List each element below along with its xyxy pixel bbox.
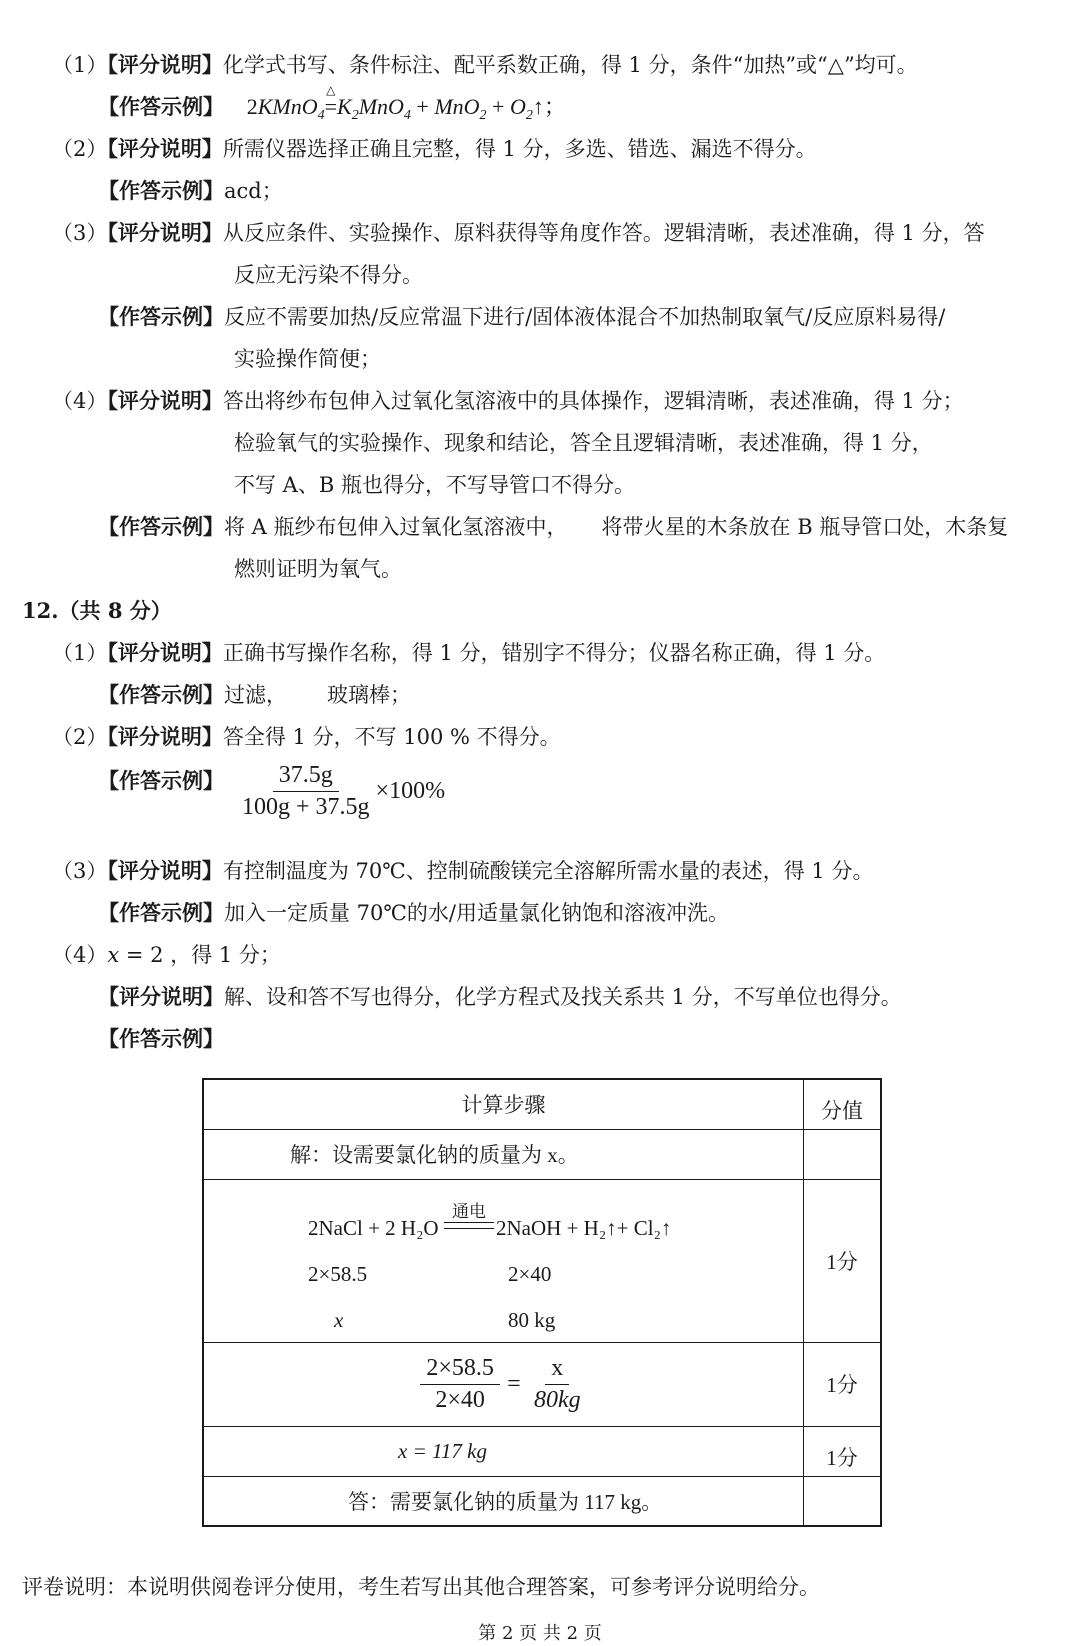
label-example: 【作答示例】 <box>98 514 224 539</box>
label-example: 【作答示例】 <box>98 768 224 793</box>
row-solve: 解：设需要氯化钠的质量为 x。 <box>203 1129 804 1179</box>
table-row <box>203 1179 881 1342</box>
q11-p4-number: （4） <box>52 389 108 413</box>
label-explain: 【评分说明】 <box>107 136 223 161</box>
equation-right: 2NaOH + H₂↑+ Cl₂↑ <box>496 1215 672 1240</box>
q11-p3-example: 反应不需要加热/反应常温下进行/固体液体混合不加热制取氧气/反应原料易得/ <box>224 305 946 329</box>
page-footer: 第 2 页 共 2 页 <box>478 1623 602 1644</box>
label-explain: 【评分说明】 <box>107 52 223 77</box>
heat-condition: △ <box>326 83 336 97</box>
label-example: 【作答示例】 <box>98 682 224 707</box>
fraction-denominator: 100g + 37.5g <box>242 794 370 820</box>
q12-p1-explain: 正确书写操作名称，得 1 分，错别字不得分；仪器名称正确，得 1 分。 <box>222 641 886 665</box>
q12-p3-example-line <box>98 898 729 928</box>
q11-p3-number: （3） <box>52 221 108 245</box>
q11-p4-example-cont: 燃则证明为氧气。 <box>234 557 402 581</box>
label-explain: 【评分说明】 <box>98 984 224 1009</box>
header-step: 计算步骤 <box>203 1079 804 1129</box>
label-example: 【作答示例】 <box>98 304 224 329</box>
score-empty <box>804 1476 882 1526</box>
label-explain: 【评分说明】 <box>107 220 223 245</box>
q11-p2-explain: 所需仪器选择正确且完整，得 1 分，多选、错选、漏选不得分。 <box>222 137 817 161</box>
q11-p2-number: （2） <box>52 137 108 161</box>
q12-p2-explain: 答全得 1 分，不写 100 % 不得分。 <box>222 725 561 749</box>
label-explain: 【评分说明】 <box>107 858 223 883</box>
q11-p4-explain-line <box>52 386 964 416</box>
q12-p2-number: （2） <box>52 725 108 749</box>
q11-p3-explain-cont: 反应无污染不得分。 <box>234 263 423 287</box>
q11-p3-example-line <box>98 302 945 332</box>
table-row <box>203 1342 881 1426</box>
q12-p3-number: （3） <box>52 859 108 883</box>
ratio-left-den: 2×40 <box>435 1386 485 1413</box>
q11-p4-example-a: 将 A 瓶纱布包伸入过氧化氢溶液中， <box>224 515 568 539</box>
result-cell: x = 117 kg <box>203 1426 804 1476</box>
ratio-right-num: x <box>545 1355 569 1385</box>
q12-p3-explain: 有控制温度为 70℃、控制硫酸镁完全溶解所需水量的表述，得 1 分。 <box>222 859 874 883</box>
q12-p2-fraction <box>236 762 376 821</box>
q12-p1-explain-line <box>52 638 885 668</box>
q12-p4-number: （4） <box>52 943 108 967</box>
grading-note: 评卷说明：本说明供阅卷评分使用，考生若写出其他合理答案，可参考评分说明给分。 <box>22 1575 820 1599</box>
q12-p4-explain: 解、设和答不写也得分，化学方程式及找关系共 1 分，不写单位也得分。 <box>224 985 902 1009</box>
q11-p4-explain: 答出将纱布包伸入过氧化氢溶液中的具体操作，逻辑清晰，表述准确，得 1 分； <box>222 389 964 413</box>
q12-p2-example-label <box>98 766 224 796</box>
electrolysis-condition: 通电 <box>452 1201 486 1221</box>
q11-p1-equation: 2KMnO$_4$= △ $K_2MnO_4 + MnO_2$ + $O_2↑$； <box>247 94 566 119</box>
q12-p4-explain-line <box>98 982 902 1012</box>
ratio-left <box>420 1355 500 1414</box>
answer-cell: 答：需要氯化钠的质量为 117 kg。 <box>203 1476 804 1526</box>
table-row <box>203 1426 881 1476</box>
q12-p4-variable: x <box>107 943 120 967</box>
q12-p4-example-label <box>98 1024 224 1054</box>
ratio-cell <box>203 1342 804 1426</box>
q11-p2-example: acd； <box>224 179 283 203</box>
label-explain: 【评分说明】 <box>107 388 223 413</box>
calculation-table <box>202 1078 882 1527</box>
score-empty <box>804 1129 882 1179</box>
fraction-numerator: 37.5g <box>273 762 339 792</box>
score-cell: 1分 <box>804 1342 882 1426</box>
q12-p3-example: 加入一定质量 70℃的水/用适量氯化钠饱和溶液冲洗。 <box>224 901 729 925</box>
score-cell: 1分 <box>804 1426 882 1476</box>
ratio-right <box>528 1355 587 1414</box>
label-example: 【作答示例】 <box>98 94 224 119</box>
q12-p4-answer: = 2 ，得 1 分； <box>119 943 281 967</box>
q11-p2-explain-line <box>52 134 817 164</box>
mass-left: 2×58.5 <box>308 1261 368 1286</box>
ratio-left-num: 2×58.5 <box>420 1355 500 1385</box>
header-score: 分值 <box>804 1079 882 1129</box>
table-row <box>203 1129 881 1179</box>
q12-p4-answer-line <box>52 940 281 970</box>
mass-right: 2×40 <box>508 1261 552 1286</box>
q11-p4-example-line <box>98 512 1008 542</box>
q11-p3-example-cont: 实验操作简便； <box>234 347 381 371</box>
fraction-multiplier: ×100% <box>375 778 446 804</box>
q12-p1-example-line <box>98 680 411 710</box>
q12-p3-explain-line <box>52 856 873 886</box>
q11-p3-explain: 从反应条件、实验操作、原料获得等角度作答。逻辑清晰，表述准确，得 1 分，答 <box>222 221 985 245</box>
equation-cell <box>203 1179 804 1342</box>
label-explain: 【评分说明】 <box>107 724 223 749</box>
q12-p2-explain-line <box>52 722 561 752</box>
label-explain: 【评分说明】 <box>107 640 223 665</box>
q11-p1-explain-line <box>52 50 918 80</box>
table-header-row <box>203 1079 881 1129</box>
q11-p2-example-line <box>98 176 283 206</box>
q12-p1-example-b: 玻璃棒； <box>327 683 411 707</box>
label-example: 【作答示例】 <box>98 900 224 925</box>
q12-p1-example-a: 过滤， <box>224 683 287 707</box>
ratio-right-den: 80kg <box>533 1386 581 1413</box>
equation-left: 2NaCl + 2 H₂O <box>308 1215 439 1240</box>
q11-p4-explain-cont-2: 不写 A、B 瓶也得分，不写导管口不得分。 <box>234 473 635 497</box>
q11-p1-number: （1） <box>52 53 108 77</box>
var-left: x <box>334 1307 344 1332</box>
q11-p4-example-b: 将带火星的木条放在 B 瓶导管口处，木条复 <box>601 515 1009 539</box>
q11-p3-explain-line <box>52 218 985 248</box>
label-example: 【作答示例】 <box>98 178 224 203</box>
label-example: 【作答示例】 <box>98 1026 224 1051</box>
score-cell: 1分 <box>804 1179 882 1342</box>
ratio-equals: = <box>507 1370 521 1397</box>
var-right: 80 kg <box>508 1307 556 1332</box>
q11-p4-explain-cont-1: 检验氧气的实验操作、现象和结论，答全且逻辑清晰，表述准确，得 1 分， <box>234 431 933 455</box>
q11-p1-example-line <box>98 83 566 131</box>
q12-heading: 12.（共 8 分） <box>22 598 172 623</box>
table-row <box>203 1476 881 1526</box>
q12-p1-number: （1） <box>52 641 108 665</box>
q11-p1-explain: 化学式书写、条件标注、配平系数正确，得 1 分，条件“加热”或“△”均可。 <box>222 53 918 77</box>
q12-p2-fraction-expression <box>236 762 445 821</box>
equals-sign <box>444 1222 494 1229</box>
